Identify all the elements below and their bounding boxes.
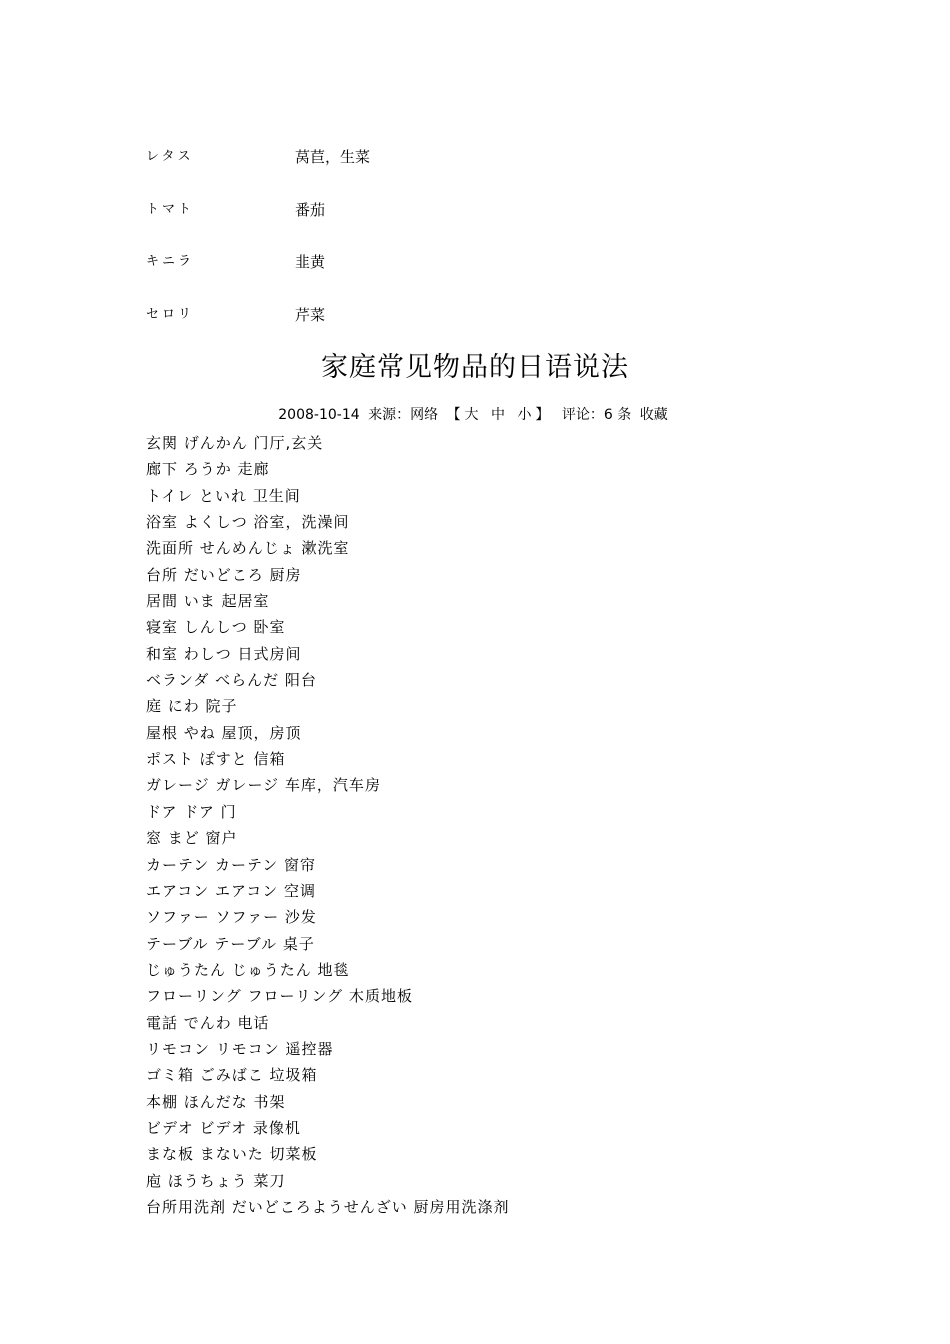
word-entry: ドア ドア 门 [146, 802, 237, 821]
vocab-chinese: 番茄 [295, 200, 326, 219]
vocab-chinese: 芹菜 [295, 305, 326, 324]
word-entry: 洗面所 せんめんじょ 漱洗室 [146, 539, 350, 558]
word-entry: 台所 だいどころ 厨房 [146, 565, 302, 584]
article-meta [0, 404, 950, 426]
article-source: 来源：网络 [368, 407, 439, 423]
word-entry: 庖 ほうちょう 菜刀 [146, 1171, 286, 1190]
word-entry: ビデオ ビデオ 录像机 [146, 1118, 301, 1137]
word-entry: フローリング フローリング 木质地板 [146, 987, 413, 1006]
article-date: 2008-10-14 [278, 407, 360, 423]
vocab-japanese: レタス [146, 149, 194, 164]
word-entry: トイレ といれ 卫生间 [146, 486, 301, 505]
word-entry: まな板 まないた 切菜板 [146, 1145, 318, 1164]
vocab-row [146, 198, 646, 251]
word-entry: じゅうたん じゅうたん 地毯 [146, 960, 350, 979]
word-entry: 和室 わしつ 日式房间 [146, 644, 302, 663]
word-entry: ベランダ べらんだ 阳台 [146, 671, 317, 690]
word-entry: 電話 でんわ 电话 [146, 1013, 270, 1032]
word-entry: ポスト ぽすと 信箱 [146, 750, 286, 769]
word-list [146, 430, 906, 1220]
vocab-row [146, 145, 646, 198]
article-title: 家庭常见物品的日语说法 [321, 352, 629, 383]
vocab-chinese: 韭黄 [295, 253, 326, 271]
word-entry: 台所用洗剤 だいどころようせんざい 厨房用洗涤剂 [146, 1197, 510, 1216]
word-entry: 居間 いま 起居室 [146, 592, 270, 611]
word-entry: 浴室 よくしつ 浴室，洗澡间 [146, 513, 350, 532]
vocab-row [146, 303, 646, 356]
word-entry: ゴミ箱 ごみばこ 垃圾箱 [146, 1066, 318, 1085]
word-entry: 廊下 ろうか 走廊 [146, 460, 270, 479]
word-entry: 窓 まど 窗户 [146, 829, 238, 848]
word-entry: 本棚 ほんだな 书架 [146, 1092, 286, 1111]
vocab-japanese: キニラ [146, 254, 195, 269]
comments-link[interactable]: 评论：6 条 [561, 407, 632, 423]
favorite-link[interactable]: 收藏 [639, 407, 668, 423]
vocab-chinese: 莴苣，生菜 [295, 148, 371, 166]
vocab-table [146, 145, 646, 355]
word-entry: ガレージ ガレージ 车库，汽车房 [146, 776, 381, 795]
vocab-japanese: トマト [146, 201, 195, 217]
word-entry: 寝室 しんしつ 卧室 [146, 618, 286, 637]
word-entry: カーテン カーテン 窗帘 [146, 855, 317, 874]
vocab-japanese: セロリ [146, 306, 195, 322]
word-entry: テーブル テーブル 桌子 [146, 934, 315, 953]
word-entry: 屋根 やね 屋顶，房顶 [146, 723, 302, 742]
word-entry: 玄関 げんかん 门厅,玄关 [146, 434, 324, 452]
word-entry: エアコン エアコン 空调 [146, 881, 317, 900]
word-entry: ソファー ソファー 沙发 [146, 908, 317, 927]
vocab-row [146, 250, 646, 303]
font-size-links[interactable]: 【大 中 小】 [446, 407, 554, 423]
word-entry: リモコン リモコン 遥控器 [146, 1039, 334, 1058]
word-entry: 庭 にわ 院子 [146, 697, 238, 716]
